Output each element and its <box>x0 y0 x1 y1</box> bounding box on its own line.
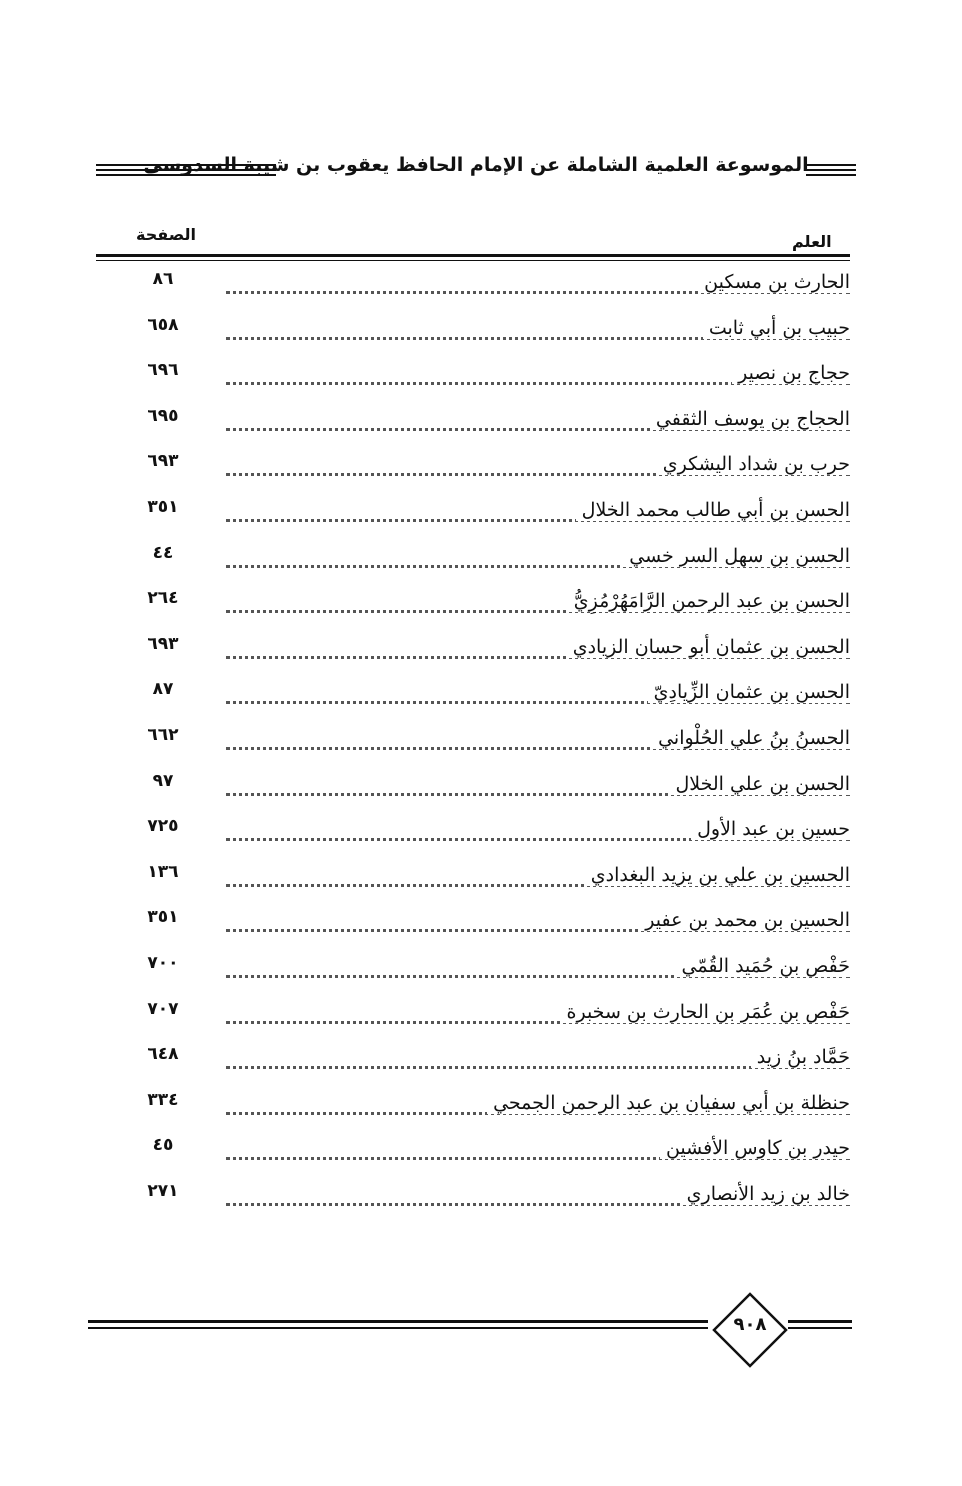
running-header <box>96 150 856 190</box>
index-row <box>96 447 850 487</box>
index-row <box>96 767 850 807</box>
entry-page: ٨٦ <box>152 269 174 289</box>
entry-page: ٩٧ <box>152 770 174 791</box>
index-row <box>96 1040 850 1080</box>
entry-name: الحسن بن عبد الرحمن الرَّامَهُرْمُزِيُّ <box>568 590 850 612</box>
entry-name: الحسن بن علي الخلال <box>669 773 850 795</box>
entry-page: ٨٧ <box>152 679 174 700</box>
index-row <box>96 1131 850 1171</box>
entry-name: الحارث بن مسكين <box>698 271 850 293</box>
entry-page: ٦٩٥ <box>147 405 179 426</box>
entry-name: حبيب بن أبي ثابت <box>703 317 850 339</box>
index-row <box>96 1177 850 1217</box>
entry-name: حيدر بن كاوس الأفشين <box>660 1137 850 1159</box>
index-row <box>96 311 850 351</box>
entry-name: حرب بن شداد اليشكري <box>657 453 850 475</box>
entry-page: ٢٧١ <box>147 1181 179 1201</box>
entry-name: الحسن بن أبي طالب محمد الخلال <box>576 499 850 521</box>
entry-name: حجاج بن نصير <box>732 362 850 384</box>
entry-name: حسين بن عبد الأول <box>691 818 850 840</box>
entry-name: حَفْص بن عُمَر بن الحارث بن سخبرة <box>561 1001 850 1023</box>
entry-page: ٧٠٧ <box>147 998 179 1019</box>
entry-page: ٦٩٣ <box>147 451 179 472</box>
index-row <box>96 858 850 898</box>
entry-page: ٦٤٨ <box>147 1044 179 1065</box>
entry-page: ٢٦٤ <box>147 588 179 609</box>
entry-page: ٦٥٨ <box>147 314 179 335</box>
index-row <box>96 812 850 852</box>
page-number: ٩٠٨ <box>733 1314 767 1335</box>
entry-name: حَمَّاد بنُ زيد <box>751 1046 850 1068</box>
index-row <box>96 630 850 670</box>
entry-name: الحسنُ بنُ علي الحُلْواني <box>652 727 850 749</box>
header-divider <box>96 254 850 257</box>
entry-name: حنظلة بن أبي سفيان بن عبد الرحمن الجمحي <box>487 1092 850 1114</box>
entry-name: خالد بن زيد الأنصاري <box>681 1183 850 1205</box>
entry-name: الحجاج بن يوسف الثقفي <box>650 408 850 430</box>
entry-page: ٤٥ <box>152 1135 174 1156</box>
header-title: الموسوعة العلمية الشاملة عن الإمام الحافظ يعقوب بن شيبة السدوسي <box>143 154 809 176</box>
index-row <box>96 721 850 761</box>
entry-name: الحسين بن محمد بن عفير <box>639 909 850 931</box>
index-row <box>96 995 850 1035</box>
footer-rule-left <box>88 1320 708 1323</box>
entry-name: الحسن بن عثمان الزِّيادِيّ <box>648 681 850 703</box>
entry-name: حَفْص بن حُمَيد القُمّي <box>676 955 850 977</box>
index-row <box>96 949 850 989</box>
entry-page: ١٣٦ <box>147 861 179 882</box>
index-row <box>96 493 850 533</box>
page-footer <box>88 1300 858 1370</box>
entry-name: الحسن بن عثمان أبو حسان الزيادي <box>567 636 850 658</box>
column-header-page: الصفحة <box>136 225 197 244</box>
index-row <box>96 356 850 396</box>
index-row <box>96 1086 850 1126</box>
index-row <box>96 675 850 715</box>
entry-name: الحسن بن سهل السر خسي <box>623 545 850 567</box>
entry-page: ٣٥١ <box>147 907 179 928</box>
header-rule-right <box>806 164 856 166</box>
index-row <box>96 584 850 624</box>
entry-page: ٤٤ <box>152 542 174 563</box>
entry-page: ٣٣٤ <box>147 1089 179 1110</box>
column-header-name: العلم <box>792 232 832 251</box>
index-row <box>96 265 850 305</box>
entry-page: ٣٥١ <box>147 497 179 517</box>
entry-page: ٦٦٢ <box>147 725 179 745</box>
page-number-badge <box>710 1290 790 1370</box>
entry-page: ٦٩٦ <box>147 360 179 381</box>
index-row <box>96 402 850 442</box>
index-row <box>96 903 850 943</box>
entry-page: ٧٢٥ <box>147 816 179 837</box>
entry-name: الحسين بن علي بن يزيد البغدادي <box>585 864 850 886</box>
entry-page: ٧٠٠ <box>147 953 179 973</box>
entry-page: ٦٩٣ <box>147 633 179 654</box>
footer-rule-right <box>788 1320 852 1323</box>
index-row <box>96 539 850 579</box>
